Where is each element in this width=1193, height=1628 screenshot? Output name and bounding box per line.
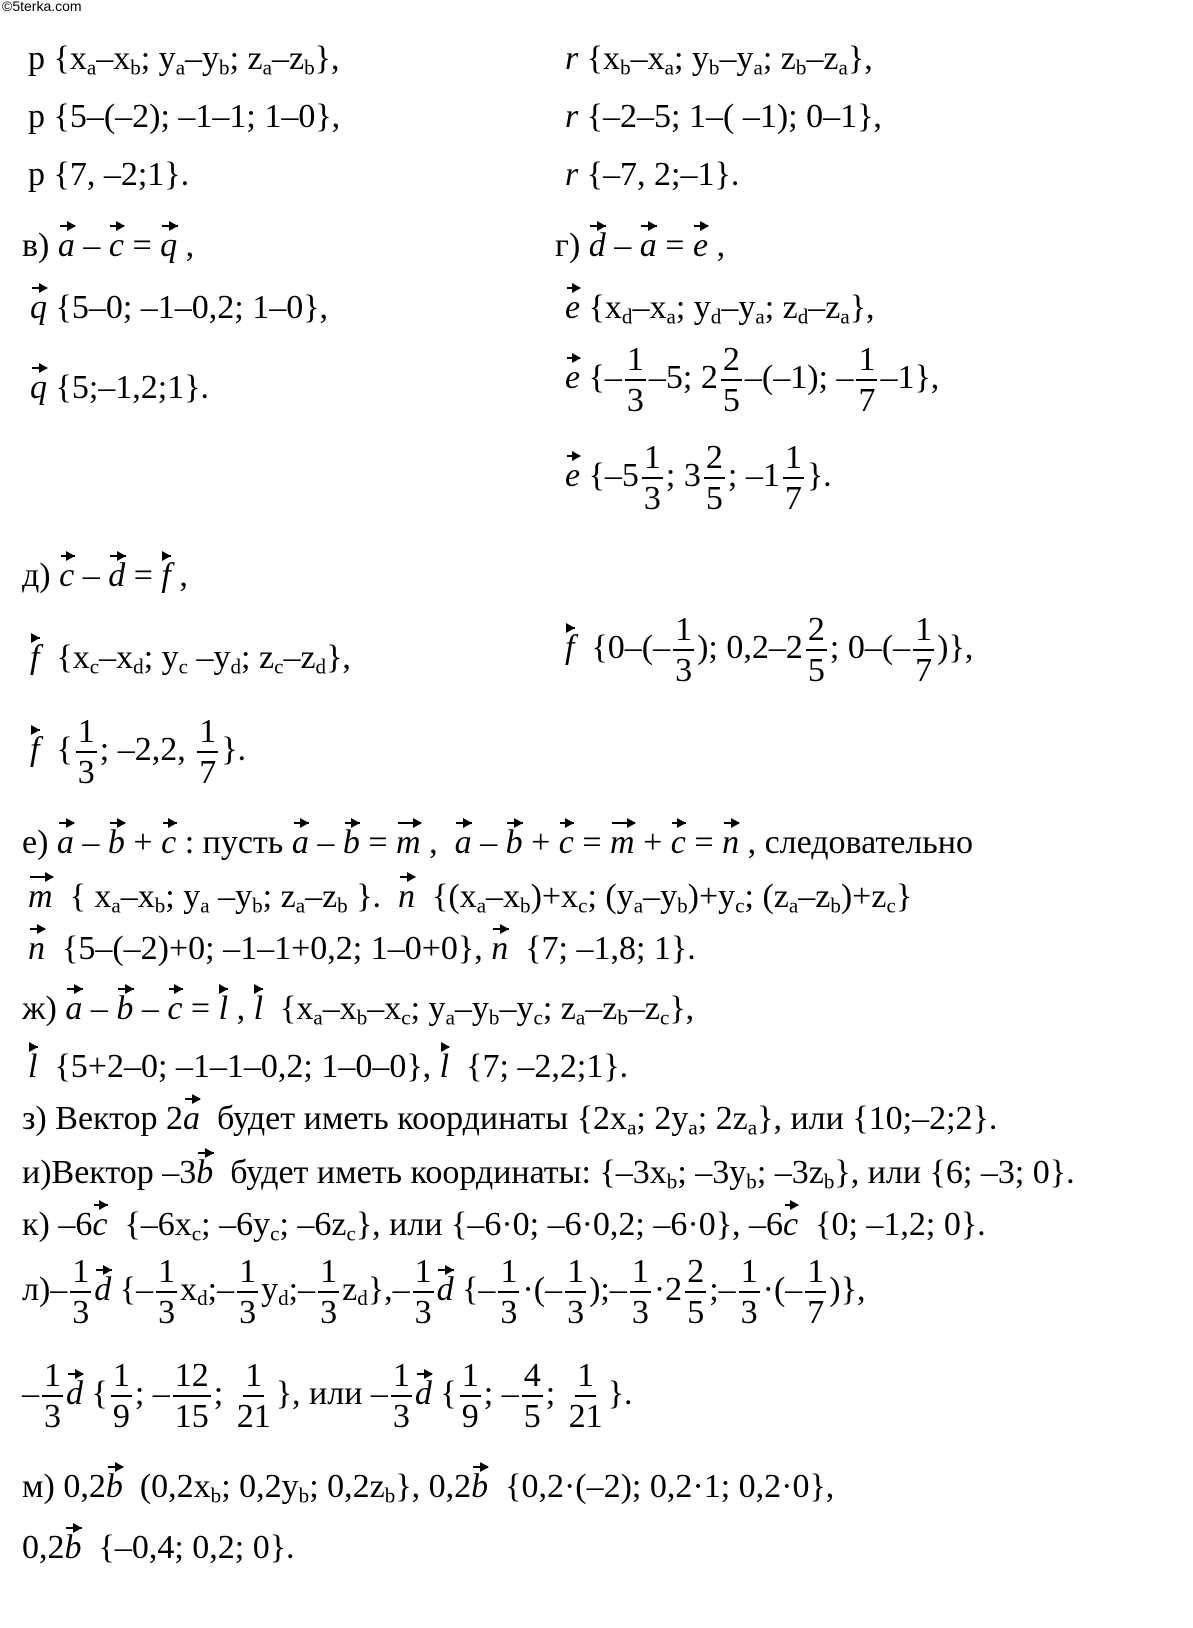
line-q-values: q {5–0; –1–0,2; 1–0}, [30,289,329,326]
line-f-values: f {0–(– $\frac{1}{3}$ ); 0,2–2 $\frac{2}{5}$ ; 0–(– $\frac{1}{7}$ )}, [565,611,974,690]
line-n-values: n {5–(–2)+0; –1–1+0,2; 1–0+0}, n {7; –1,8; 1}. [28,930,696,967]
line-p-result: p {7, –2;1}. [28,156,190,193]
item-d-header: д) c – d = f , [22,557,188,594]
line-m-n-formula: m { $x_a-x_b$; $y_a$ $-y_b$; $z_a-z_b$ }. n {$(x_a-x_b)+x_c$; $(y_a-y_b)+y_c$; $(z_a-z_b)+z_c$} [28,878,913,918]
line-e-formula: e {$x_d-x_a$; $y_d-y_a$; $z_d-z_a$}, [565,289,875,329]
line-f-formula: f {$x_c-x_d$; $y_c$ $-y_d$; $z_c-z_d$}, [30,639,351,679]
item-m-line2: 0,2b {–0,4; 0,2; 0}. [22,1529,295,1566]
line-e-values: e {– $\frac{1}{3}$ –5; 2 $\frac{2}{5}$ –(–1); – $\frac{1}{7}$ –1}, [565,341,940,420]
item-e-header: е) a – b + c : пусть a – b = m , a – b + c = m + c = n , следовательно [22,824,973,861]
item-k-line: к) –6c {$-6x_c$; $-6y_c$; $-6z_c$}, или {–6·0; –6·0,2; –6·0}, –6c {0; –1,2; 0}. [22,1206,986,1246]
line-e-result: e {–5 $\frac{1}{3}$ ; 3 $\frac{2}{5}$ ; –1 $\frac{1}{7}$ }. [565,439,832,518]
line-r-values: r {–2–5; 1–( –1); 0–1}, [565,98,882,135]
item-g-header: г) d – a = e , [555,227,726,264]
item-m-line1: м) 0,2b ($0,2x_b$; $0,2y_b$; $0,2z_b$}, 0,2b {0,2·(–2); 0,2·1; 0,2·0}, [22,1468,835,1508]
line-q-result: q {5;–1,2;1}. [30,369,210,406]
item-i-line: и)Вектор –3b будет иметь координаты: {$-3x_b$; $-3y_b$; $-3z_b$}, или {6; –3; 0}. [22,1154,1075,1194]
item-l-line2: – $\frac{1}{3}$ d { $\frac{1}{9}$ ; – $\frac{12}{15}$ ; $\frac{1}{21}$ }, или – $\frac{1}{3}$ d { $\frac{1}{9}$ ; – $\frac{4}{5}$ ; $\frac{1}{21}$ }. [22,1357,633,1436]
item-zh-header: ж) a – b – c = l , l {$x_a-x_b-x_c$; $y_a-y_b-y_c$; $z_a-z_b-z_c$}, [22,990,695,1030]
item-l-line1: л)– $\frac{1}{3}$ d {– $\frac{1}{3}$ $x_d;-$ $\frac{1}{3}$ $y_d;-$ $\frac{1}{3}$ $z_d\},-$ $\frac{1}{3}$ d {– $\frac{1}{3}$ ·(– $\frac{1}{3}$ );– $\frac{1}{3}$ ·2 $\frac{2}{5}$ ;– $\frac{1}{3}$ ·(– $\frac{1}{7}$ )}, [22,1253,866,1332]
line-p-formula: p {$x_a-x_b$; $y_a-y_b$; $z_a-z_b$}, [28,40,340,80]
line-f-result: f { $\frac{1}{3}$ ; –2,2, $\frac{1}{7}$ }. [30,713,247,792]
line-r-result: r {–7, 2;–1}. [565,156,740,193]
line-l-values: l {5+2–0; –1–1–0,2; 1–0–0}, l {7; –2,2;1}. [28,1048,629,1085]
watermark: ©5terka.com [2,0,82,14]
line-p-values: p {5–(–2); –1–1; 1–0}, [28,98,341,135]
line-r-formula: r {$x_b-x_a$; $y_b-y_a$; $z_b-z_a$}, [565,40,873,80]
item-z-line: з) Вектор 2a будет иметь координаты {$2x_a$; $2y_a$; $2z_a$}, или {10;–2;2}. [22,1100,998,1140]
item-v-header: в) a – c = q , [22,227,195,264]
